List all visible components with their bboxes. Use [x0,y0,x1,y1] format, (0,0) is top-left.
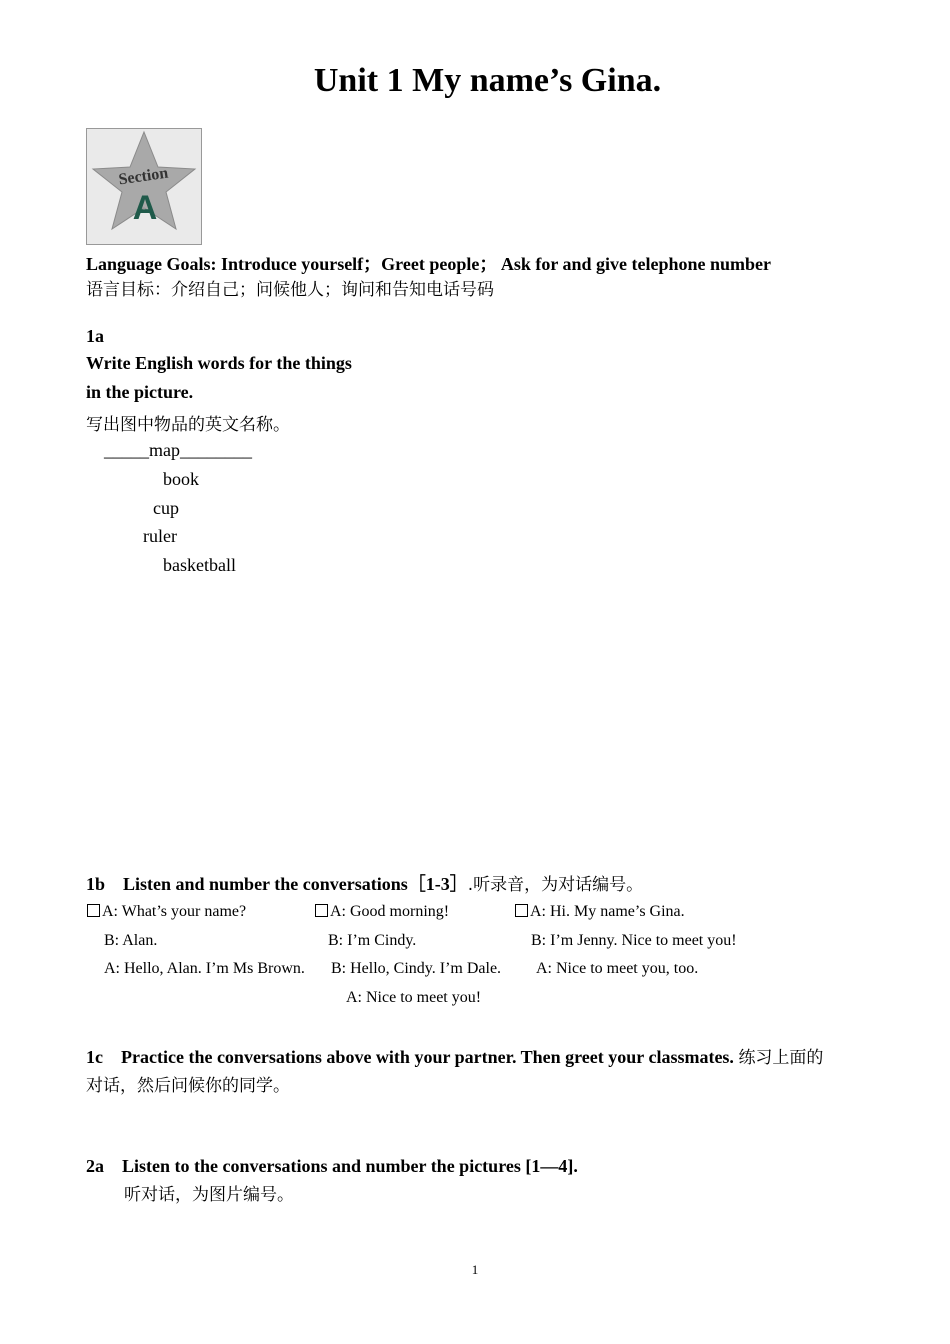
word-basketball: basketball [163,555,236,575]
conversation-1-line-1-text: A: What’s your name? [102,903,247,920]
star-icon [87,129,201,244]
exercise-1b-cn: .听录音，为对话编号。 [467,875,644,895]
conversation-3-line-3: A: Nice to meet you, too. [536,960,699,977]
conversation-2-line-1 [315,903,449,921]
exercise-1a-label: 1a [86,326,104,346]
exercise-2a-heading [86,1156,578,1177]
number-box-2[interactable] [315,904,328,917]
language-goals-en: Language Goals: Introduce yourself；Greet people； Ask for and give telephone number [86,254,772,274]
exercise-1a-instruction-2: in the picture. [86,382,194,402]
exercise-2a-label: 2a [86,1156,104,1176]
conversation-1-line-1 [87,903,246,921]
word-map: _____map________ [104,440,252,460]
conversation-1-line-2: B: Alan. [104,932,158,949]
conversation-3-line-2: B: I’m Jenny. Nice to meet you! [531,932,737,949]
conversation-2-line-2: B: I’m Cindy. [328,932,417,949]
exercise-1a-cn: 写出图中物品的英文名称。 [86,415,290,435]
exercise-1b-heading [86,870,643,896]
language-goals-cn: 语言目标：介绍自己；问候他人；询问和告知电话号码 [86,280,494,300]
exercise-1b-range: ［1-3］ [407,874,468,894]
section-a-badge [86,128,202,245]
section-letter: A [132,189,158,227]
conversation-2-line-1-text: A: Good morning! [330,903,450,920]
conversation-1-line-3: A: Hello, Alan. I’m Ms Brown. [104,960,305,977]
conversation-2-line-4: A: Nice to meet you! [346,989,482,1006]
exercise-1c-cn-1: 练习上面的 [738,1048,824,1068]
exercise-1c-cn-2: 对话，然后问候你的同学。 [86,1076,290,1096]
exercise-1c-heading [86,1043,823,1068]
word-book: book [163,469,199,489]
section-word: Section [117,164,170,189]
conversation-3-line-1 [515,903,685,921]
exercise-1a-instruction-1: Write English words for the things [86,353,352,373]
page-title: Unit 1 My name’s Gina. [313,62,662,99]
number-box-3[interactable] [515,904,528,917]
exercise-1c-instruction: Practice the conversations above with your partner. Then greet your classmates. [121,1047,734,1067]
conversation-2-line-3: B: Hello, Cindy. I’m Dale. [331,960,502,977]
page-number: 1 [471,1262,479,1277]
exercise-2a-instruction: Listen to the conversations and number the pictures [1—4]. [122,1156,578,1176]
exercise-2a-cn: 听对话，为图片编号。 [124,1185,294,1205]
word-cup: cup [153,498,179,518]
exercise-1c-label: 1c [86,1047,103,1067]
exercise-1b-instruction: Listen and number the conversations [123,874,408,894]
word-ruler: ruler [143,526,177,546]
conversation-3-line-1-text: A: Hi. My name’s Gina. [530,903,685,920]
number-box-1[interactable] [87,904,100,917]
exercise-1b-label: 1b [86,874,106,894]
